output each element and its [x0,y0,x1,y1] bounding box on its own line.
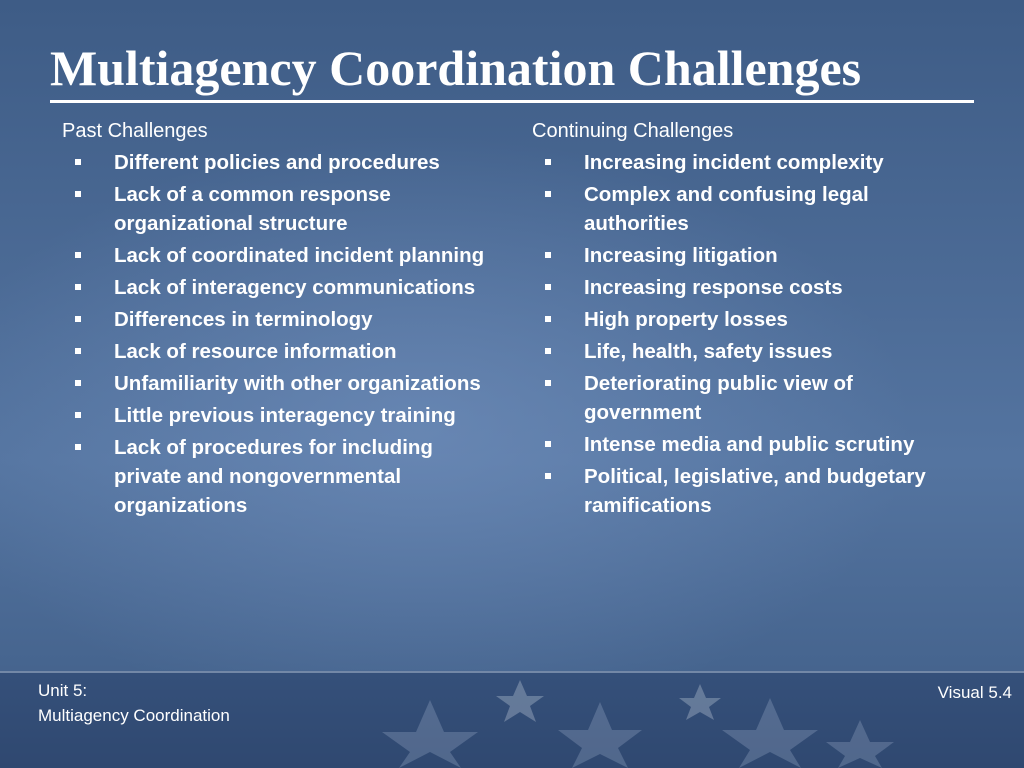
footer-unit [38,678,230,728]
footer-visual-number: Visual 5.4 [937,683,1012,702]
square-bullet-icon [545,252,551,258]
square-bullet-icon [545,441,551,447]
list-item [62,369,502,398]
continuing-challenges-column [532,118,972,523]
list-item [532,273,972,302]
square-bullet-icon [75,191,81,197]
list-item-text: Lack of a common response organizational structure [114,183,391,235]
list-item [532,369,972,427]
list-item [532,430,972,459]
list-item-text: Increasing litigation [584,244,778,267]
list-item [532,305,972,334]
square-bullet-icon [75,444,81,450]
square-bullet-icon [545,159,551,165]
continuing-challenges-list [532,148,972,520]
list-item [62,180,502,238]
past-challenges-list [62,148,502,520]
list-item-text: Unfamiliarity with other organizations [114,372,481,395]
list-item [62,273,502,302]
title-underline [50,100,974,103]
list-item-text: Increasing incident complexity [584,151,884,174]
square-bullet-icon [75,380,81,386]
square-bullet-icon [75,284,81,290]
list-item-text: Lack of procedures for including private and nongovernmental organizations [114,436,433,517]
list-item-text: Different policies and procedures [114,151,440,174]
list-item-text: Lack of coordinated incident planning [114,244,485,267]
square-bullet-icon [545,284,551,290]
list-item-text: Lack of interagency communications [114,276,476,299]
list-item-text: Life, health, safety issues [584,340,833,363]
square-bullet-icon [75,159,81,165]
square-bullet-icon [545,191,551,197]
footer-unit-title: Multiagency Coordination [38,706,230,725]
list-item-text: Lack of resource information [114,340,397,363]
square-bullet-icon [75,348,81,354]
past-challenges-column [62,118,502,523]
list-item-text: Differences in terminology [114,308,373,331]
slide-title: Multiagency Coordination Challenges [50,40,862,96]
square-bullet-icon [545,380,551,386]
list-item-text: Complex and confusing legal authorities [584,183,869,235]
list-item [62,241,502,270]
list-item-text: High property losses [584,308,788,331]
list-item [532,148,972,177]
list-item [532,241,972,270]
list-item [532,462,972,520]
list-item-text: Deteriorating public view of government [584,372,853,424]
list-item [62,337,502,366]
footer-unit-number: Unit 5: [38,681,88,700]
list-item [532,337,972,366]
square-bullet-icon [75,412,81,418]
continuing-challenges-heading: Continuing Challenges [532,120,734,142]
list-item [62,401,502,430]
square-bullet-icon [545,473,551,479]
past-challenges-heading: Past Challenges [62,120,208,142]
square-bullet-icon [545,316,551,322]
square-bullet-icon [75,252,81,258]
list-item [62,433,502,520]
list-item-text: Little previous interagency training [114,404,456,427]
square-bullet-icon [75,316,81,322]
list-item-text: Increasing response costs [584,276,843,299]
list-item-text: Intense media and public scrutiny [584,433,915,456]
list-item [62,148,502,177]
list-item [532,180,972,238]
list-item [62,305,502,334]
list-item-text: Political, legislative, and budgetary ramifications [584,465,926,517]
square-bullet-icon [545,348,551,354]
